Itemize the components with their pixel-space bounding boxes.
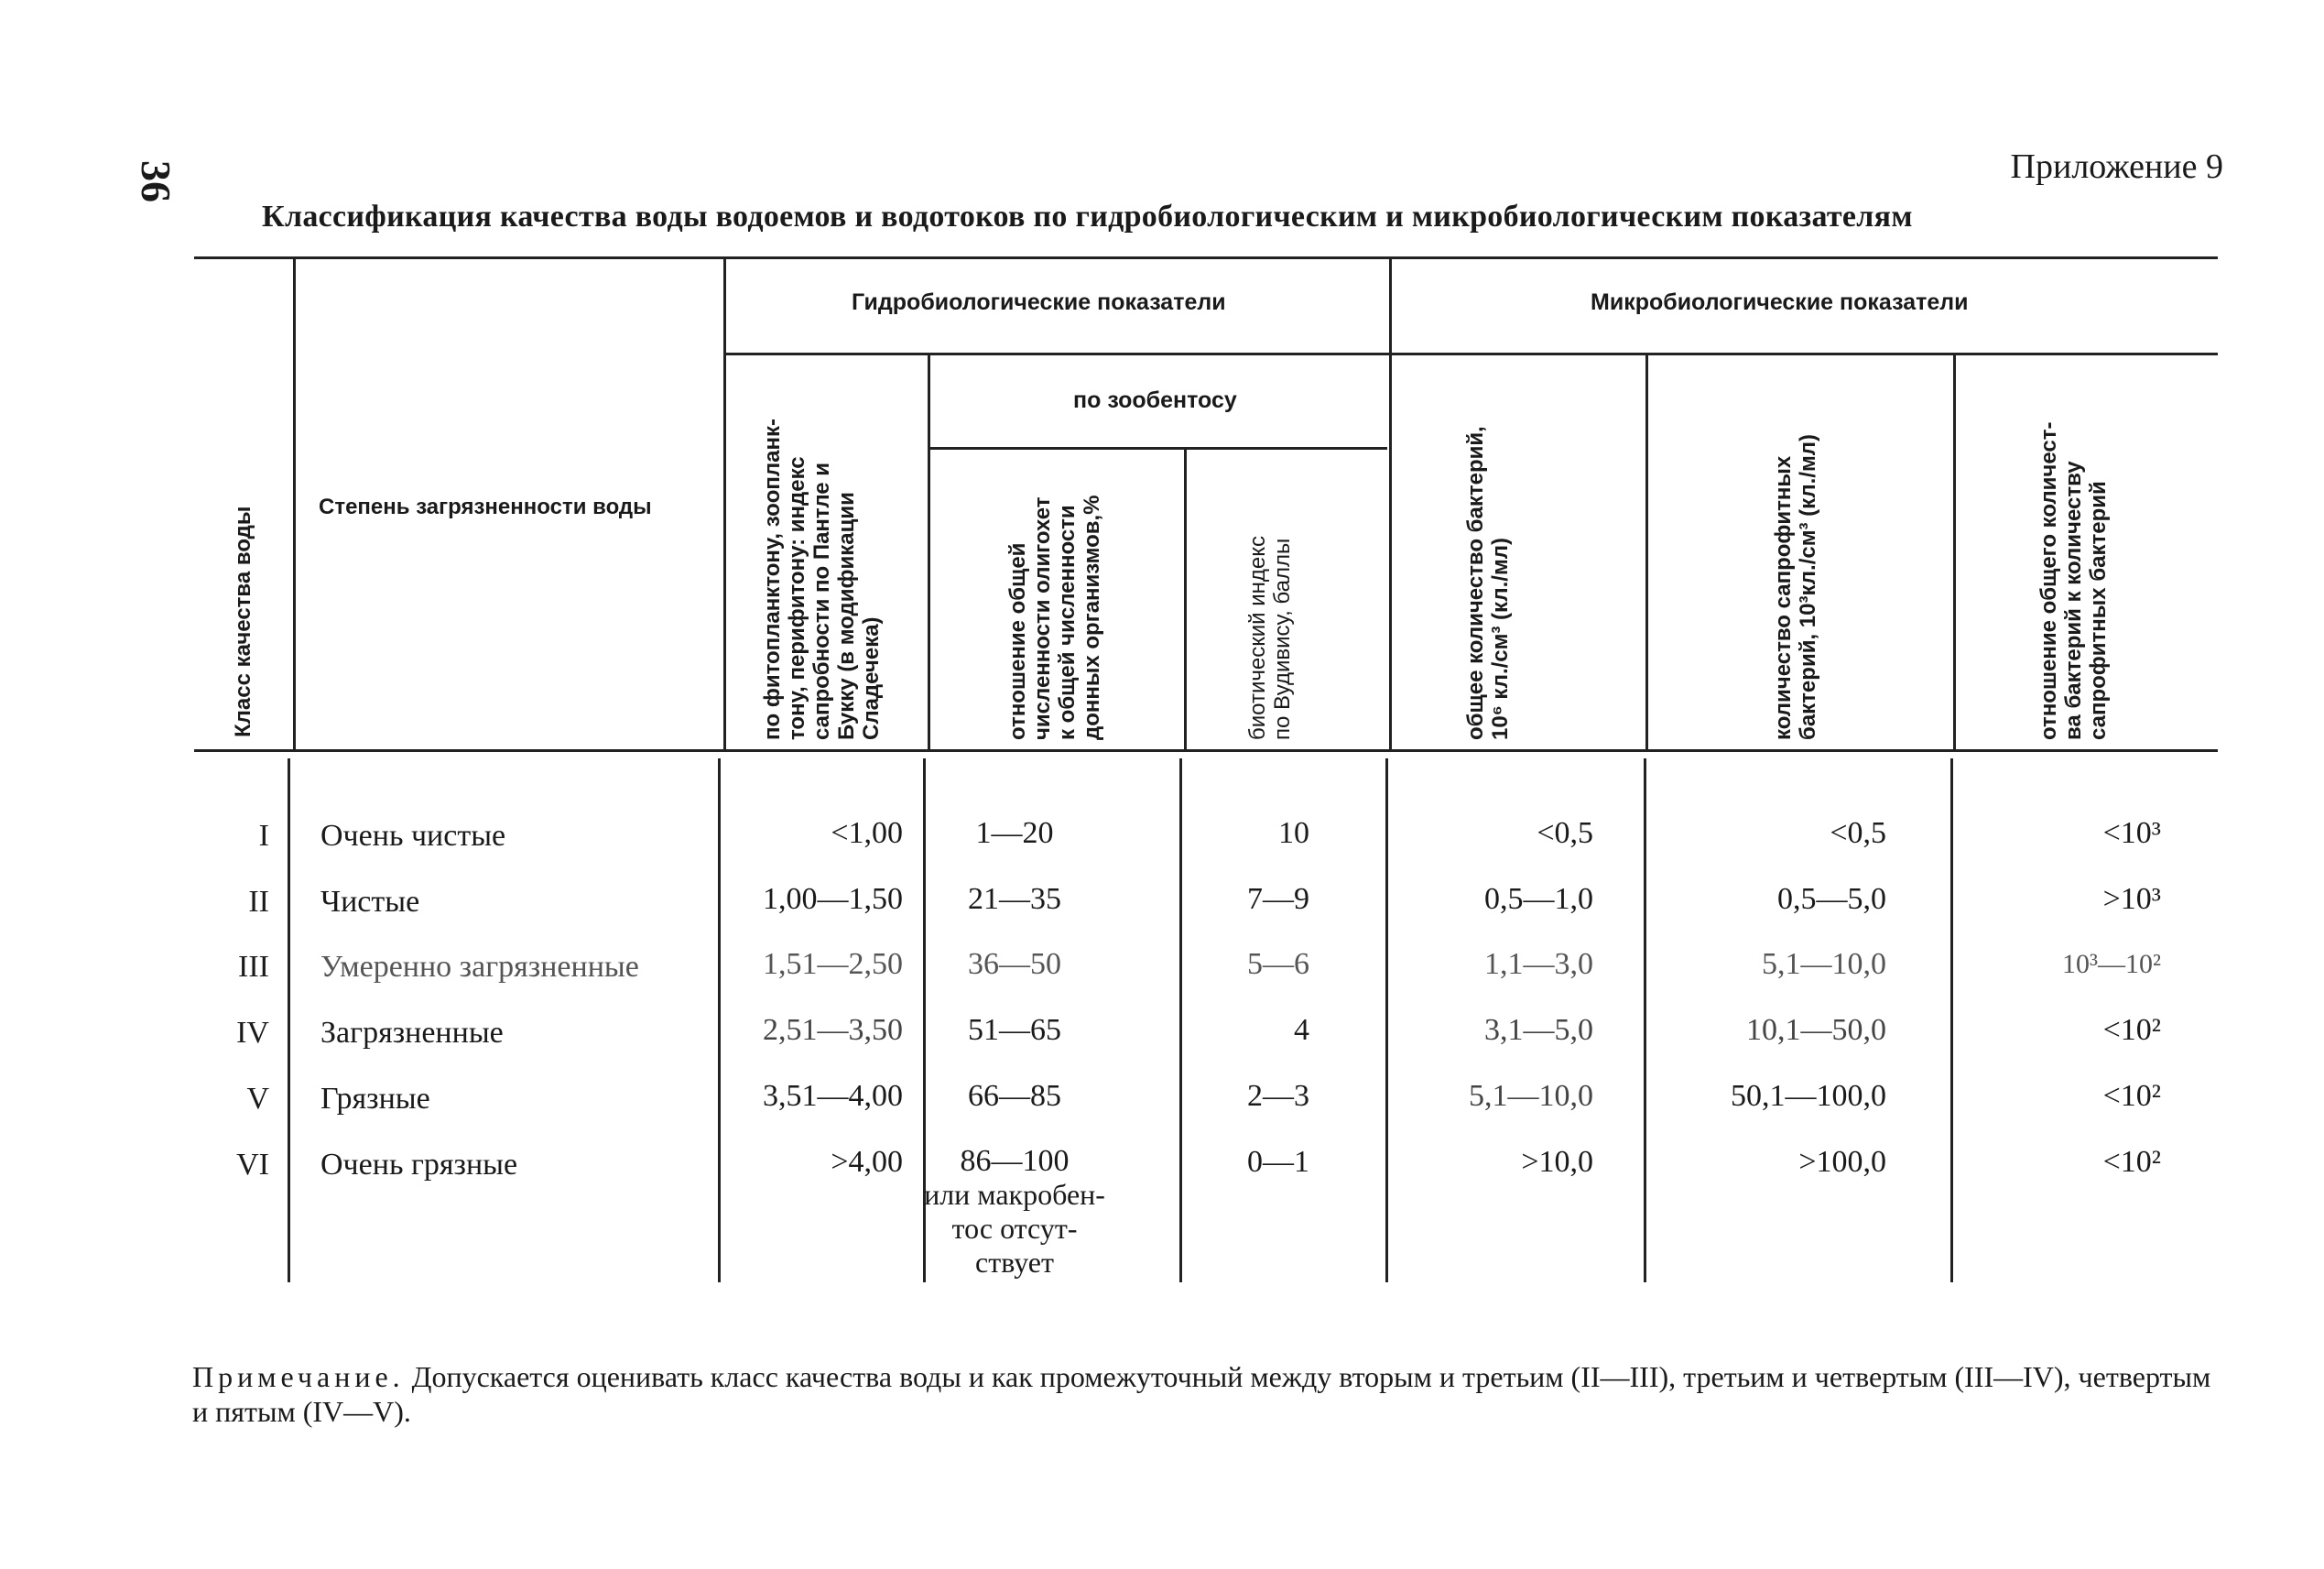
- note-label: Примечание.: [192, 1360, 405, 1393]
- note-text: Допускается оценивать класс качества воды и как промежуточный между вторым и третьим (II—III), третьим и четвертым (III—IV), четвертым и пятым (IV—V).: [192, 1360, 2211, 1428]
- saprobity-cell: 3,51—4,00: [763, 1079, 903, 1113]
- saprophytic-cell: 10,1—50,0: [1746, 1013, 1886, 1047]
- class-header: Класс качества воды: [231, 506, 255, 737]
- phyto-header: по фитопланктону, зоопланк- тону, перифитону: индекс сапробности по Пантле и Букку (в модификации Сладечека): [760, 419, 884, 740]
- biotic-cell: 10: [1278, 816, 1309, 850]
- col-divider-4-body: [1179, 758, 1182, 1282]
- col-divider-6-header: [1645, 354, 1648, 749]
- group-header-rule: [725, 353, 2218, 355]
- biotic-cell: 4: [1294, 1013, 1309, 1047]
- oligochaete-cell: 66—85: [968, 1079, 1061, 1113]
- col-divider-6-body: [1644, 758, 1646, 1282]
- biotic-index-header: биотический индекс по Вудивису, баллы: [1245, 536, 1295, 740]
- class-cell: IV: [236, 1016, 269, 1050]
- table-top-rule: [194, 256, 2218, 259]
- col-divider-1-body: [288, 758, 290, 1282]
- micro-group-header: Микробиологические показатели: [1591, 289, 1969, 315]
- zoobenthos-rule: [929, 447, 1387, 450]
- degree-cell: Умеренно загрязненные: [320, 950, 639, 984]
- biotic-cell: 7—9: [1247, 882, 1309, 916]
- header-bottom-rule: [194, 749, 2218, 752]
- saprobity-cell: 2,51—3,50: [763, 1013, 903, 1047]
- ratio-cell: <10³: [2102, 816, 2161, 850]
- col-divider-4-header: [1184, 449, 1187, 749]
- col-divider-5-header: [1389, 258, 1392, 749]
- oligochaete-header: отношение общей численности олигохет к общей численности донных организмов,%: [1005, 495, 1104, 740]
- col-divider-1-header: [293, 258, 296, 749]
- oligochaete-cell: 36—50: [968, 947, 1061, 981]
- class-cell: I: [258, 819, 269, 853]
- ratio-cell: <10²: [2102, 1079, 2161, 1113]
- class-cell: V: [246, 1082, 269, 1116]
- appendix-label: Приложение 9: [2010, 147, 2223, 186]
- col-divider-7-header: [1953, 354, 1956, 749]
- ratio-cell: <10²: [2102, 1013, 2161, 1047]
- col-divider-2-body: [718, 758, 721, 1282]
- col-divider-3-header: [928, 354, 930, 749]
- total-bacteria-cell: <0,5: [1537, 816, 1593, 850]
- ratio-cell: <10²: [2102, 1145, 2161, 1179]
- biotic-cell: 0—1: [1247, 1145, 1309, 1179]
- degree-cell: Загрязненные: [320, 1016, 504, 1050]
- biotic-cell: 2—3: [1247, 1079, 1309, 1113]
- degree-cell: Грязные: [320, 1082, 430, 1116]
- total-bacteria-header: общее количество бактерий, 10⁶ кл./см³ (кл./мл): [1463, 426, 1513, 740]
- saprophytic-cell: 0,5—5,0: [1777, 882, 1886, 916]
- class-cell: II: [248, 885, 269, 919]
- zoobenthos-group-header: по зообентосу: [1073, 387, 1237, 413]
- oligochaete-cell: 21—35: [968, 882, 1061, 916]
- class-cell: III: [238, 950, 269, 984]
- page-title: Классификация качества воды водоемов и водотоков по гидробиологическим и микробиологическим показателям: [262, 200, 1913, 234]
- class-cell: VI: [236, 1148, 269, 1182]
- total-bacteria-cell: 3,1—5,0: [1484, 1013, 1593, 1047]
- degree-cell: Очень чистые: [320, 819, 506, 853]
- total-bacteria-cell: >10,0: [1521, 1145, 1593, 1179]
- bacteria-ratio-header: отношение общего количест- ва бактерий к количеству сапрофитных бактерий: [2036, 421, 2111, 740]
- page-number: 36: [133, 160, 179, 202]
- saprophytic-cell: 5,1—10,0: [1762, 947, 1886, 981]
- saprobity-cell: >4,00: [831, 1145, 903, 1179]
- degree-cell: Очень грязные: [320, 1148, 518, 1182]
- oligochaete-cell: 86—100 или макробен- тос отсут- ствует: [924, 1144, 1105, 1279]
- table-note: [192, 1359, 2216, 1429]
- saprophytic-bacteria-header: количество сапрофитных бактерий, 10³кл./см³ (кл./мл): [1771, 434, 1820, 740]
- col-divider-7-body: [1950, 758, 1953, 1282]
- ratio-cell: 10³—10²: [2062, 949, 2161, 979]
- saprophytic-cell: <0,5: [1830, 816, 1886, 850]
- saprobity-cell: <1,00: [831, 816, 903, 850]
- degree-header: Степень загрязненности воды: [319, 495, 652, 519]
- saprobity-cell: 1,00—1,50: [763, 882, 903, 916]
- saprobity-cell: 1,51—2,50: [763, 947, 903, 981]
- biotic-cell: 5—6: [1247, 947, 1309, 981]
- degree-cell: Чистые: [320, 885, 420, 919]
- saprophytic-cell: >100,0: [1798, 1145, 1886, 1179]
- total-bacteria-cell: 0,5—1,0: [1484, 882, 1593, 916]
- ratio-cell: >10³: [2102, 882, 2161, 916]
- oligochaete-cell: 51—65: [968, 1013, 1061, 1047]
- oligochaete-cell: 1—20: [975, 816, 1054, 850]
- saprophytic-cell: 50,1—100,0: [1731, 1079, 1886, 1113]
- col-divider-5-body: [1385, 758, 1388, 1282]
- col-divider-2-header: [723, 258, 726, 749]
- hydro-group-header: Гидробиологические показатели: [852, 289, 1226, 315]
- total-bacteria-cell: 5,1—10,0: [1469, 1079, 1593, 1113]
- total-bacteria-cell: 1,1—3,0: [1484, 947, 1593, 981]
